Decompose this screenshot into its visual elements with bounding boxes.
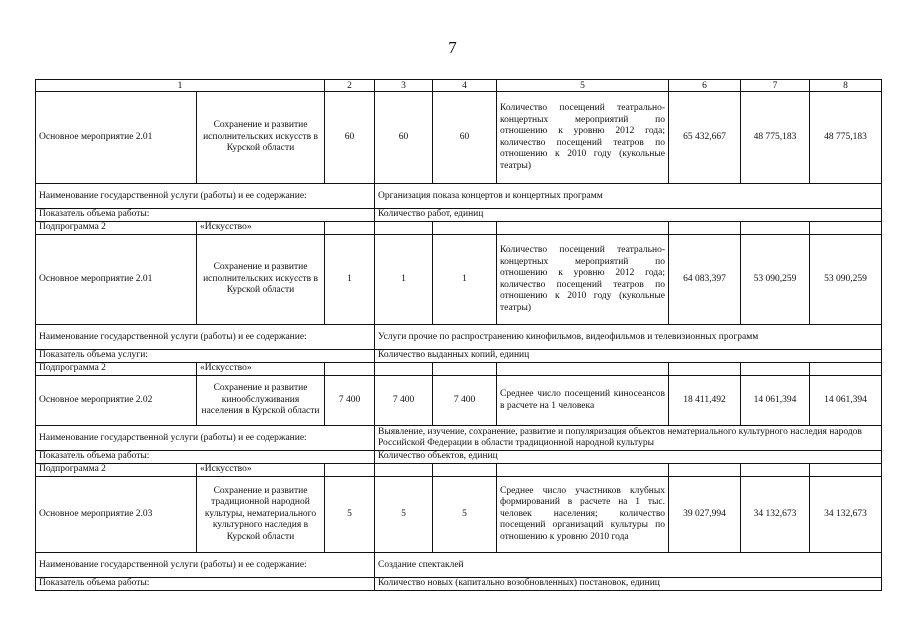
subprogram-label: Подпрограмма 2 — [36, 464, 197, 477]
measure-description: Сохранение и развитие традиционной народной культуры, нематериального культурного наследия в Курской области — [197, 477, 325, 553]
service-value: Количество работ, единиц — [375, 209, 882, 222]
empty-cell — [669, 363, 741, 376]
service-label: Показатель объема работы: — [36, 578, 375, 591]
subprogram-row — [36, 363, 882, 376]
empty-cell — [741, 363, 810, 376]
header-cell-7: 7 — [741, 80, 810, 92]
service-row — [36, 184, 882, 209]
empty-cell — [433, 222, 497, 235]
measure-row — [36, 477, 882, 553]
empty-cell — [669, 464, 741, 477]
measure-col-8: 48 775,183 — [810, 92, 882, 184]
header-cell-3: 3 — [375, 80, 433, 92]
measure-row — [36, 235, 882, 325]
measure-row — [36, 376, 882, 426]
measure-name: Основное мероприятие 2.02 — [36, 376, 197, 426]
service-label: Наименование государственной услуги (работы) и ее содержание: — [36, 184, 375, 209]
measure-col-8: 53 090,259 — [810, 235, 882, 325]
subprogram-label: Подпрограмма 2 — [36, 363, 197, 376]
service-row — [36, 209, 882, 222]
subprogram-value: «Искусство» — [197, 363, 325, 376]
measure-col-3: 60 — [375, 92, 433, 184]
empty-cell — [810, 222, 882, 235]
measure-col-2: 60 — [325, 92, 375, 184]
measure-name: Основное мероприятие 2.01 — [36, 92, 197, 184]
subprogram-label: Подпрограмма 2 — [36, 222, 197, 235]
empty-cell — [325, 363, 375, 376]
service-value: Организация показа концертов и концертных программ — [375, 184, 882, 209]
measure-description: Сохранение и развитие исполнительских искусств в Курской области — [197, 92, 325, 184]
measure-indicator: Среднее число участников клубных формирований в расчете на 1 тыс. человек населения; количество посещений организаций культуры по отношению к уровню 2010 года — [497, 477, 669, 553]
service-value: Количество новых (капитально возобновленных) постановок, единиц — [375, 578, 882, 591]
subprogram-value: «Искусство» — [197, 464, 325, 477]
measure-col-4: 7 400 — [433, 376, 497, 426]
measure-col-4: 1 — [433, 235, 497, 325]
header-cell-6: 6 — [669, 80, 741, 92]
measure-col-2: 7 400 — [325, 376, 375, 426]
measure-col-3: 5 — [375, 477, 433, 553]
empty-cell — [325, 222, 375, 235]
empty-cell — [433, 363, 497, 376]
subprogram-row — [36, 464, 882, 477]
measure-col-3: 7 400 — [375, 376, 433, 426]
measure-indicator: Количество посещений театрально-концертных мероприятий по отношению к уровню 2012 года; количество посещений театров по отношению к 2010 году (кукольные театры) — [497, 235, 669, 325]
service-label: Показатель объема работы: — [36, 451, 375, 464]
service-value: Услуги прочие по распространению кинофильмов, видеофильмов и телевизионных программ — [375, 325, 882, 350]
measure-description: Сохранение и развитие исполнительских искусств в Курской области — [197, 235, 325, 325]
measure-col-4: 5 — [433, 477, 497, 553]
service-row — [36, 426, 882, 451]
service-row — [36, 451, 882, 464]
measure-row — [36, 92, 882, 184]
empty-cell — [497, 222, 669, 235]
measure-name: Основное мероприятие 2.01 — [36, 235, 197, 325]
service-value: Выявление, изучение, сохранение, развитие и популяризация объектов нематериального культурного наследия народов Российской Федерации в области традиционной народной культуры — [375, 426, 882, 451]
service-label: Наименование государственной услуги (работы) и ее содержание: — [36, 426, 375, 451]
subprogram-value: «Искусство» — [197, 222, 325, 235]
service-value: Количество выданных копий, единиц — [375, 350, 882, 363]
service-row — [36, 325, 882, 350]
header-cell-5: 5 — [497, 80, 669, 92]
header-cell-8: 8 — [810, 80, 882, 92]
measure-col-6: 64 083,397 — [669, 235, 741, 325]
empty-cell — [810, 363, 882, 376]
measure-col-3: 1 — [375, 235, 433, 325]
measure-col-2: 1 — [325, 235, 375, 325]
service-label: Наименование государственной услуги (работы) и ее содержание: — [36, 553, 375, 578]
empty-cell — [325, 464, 375, 477]
empty-cell — [669, 222, 741, 235]
measure-col-7: 48 775,183 — [741, 92, 810, 184]
measure-col-7: 14 061,394 — [741, 376, 810, 426]
empty-cell — [375, 222, 433, 235]
header-cell-2: 2 — [325, 80, 375, 92]
measure-indicator: Среднее число посещений киносеансов в расчете на 1 человека — [497, 376, 669, 426]
measure-col-6: 39 027,994 — [669, 477, 741, 553]
program-table — [35, 79, 882, 591]
service-label: Наименование государственной услуги (работы) и ее содержание: — [36, 325, 375, 350]
measure-col-7: 53 090,259 — [741, 235, 810, 325]
header-cell-1: 1 — [36, 80, 325, 92]
service-row — [36, 578, 882, 591]
service-row — [36, 553, 882, 578]
measure-description: Сохранение и развитие кинообслуживания населения в Курской области — [197, 376, 325, 426]
measure-col-6: 18 411,492 — [669, 376, 741, 426]
service-label: Показатель объема услуги: — [36, 350, 375, 363]
empty-cell — [375, 363, 433, 376]
subprogram-row — [36, 222, 882, 235]
empty-cell — [497, 464, 669, 477]
empty-cell — [497, 363, 669, 376]
service-value: Создание спектаклей — [375, 553, 882, 578]
measure-col-8: 14 061,394 — [810, 376, 882, 426]
service-row — [36, 350, 882, 363]
empty-cell — [741, 222, 810, 235]
measure-col-2: 5 — [325, 477, 375, 553]
measure-col-8: 34 132,673 — [810, 477, 882, 553]
empty-cell — [375, 464, 433, 477]
measure-col-6: 65 432,667 — [669, 92, 741, 184]
header-row — [36, 80, 882, 92]
header-cell-4: 4 — [433, 80, 497, 92]
measure-name: Основное мероприятие 2.03 — [36, 477, 197, 553]
service-label: Показатель объема работы: — [36, 209, 375, 222]
measure-col-4: 60 — [433, 92, 497, 184]
measure-col-7: 34 132,673 — [741, 477, 810, 553]
page-number: 7 — [448, 38, 457, 57]
empty-cell — [810, 464, 882, 477]
service-value: Количество объектов, единиц — [375, 451, 882, 464]
empty-cell — [433, 464, 497, 477]
measure-indicator: Количество посещений театрально-концертных мероприятий по отношению к уровню 2012 года; количество посещений театров по отношению к 2010 году (кукольные театры) — [497, 92, 669, 184]
empty-cell — [741, 464, 810, 477]
